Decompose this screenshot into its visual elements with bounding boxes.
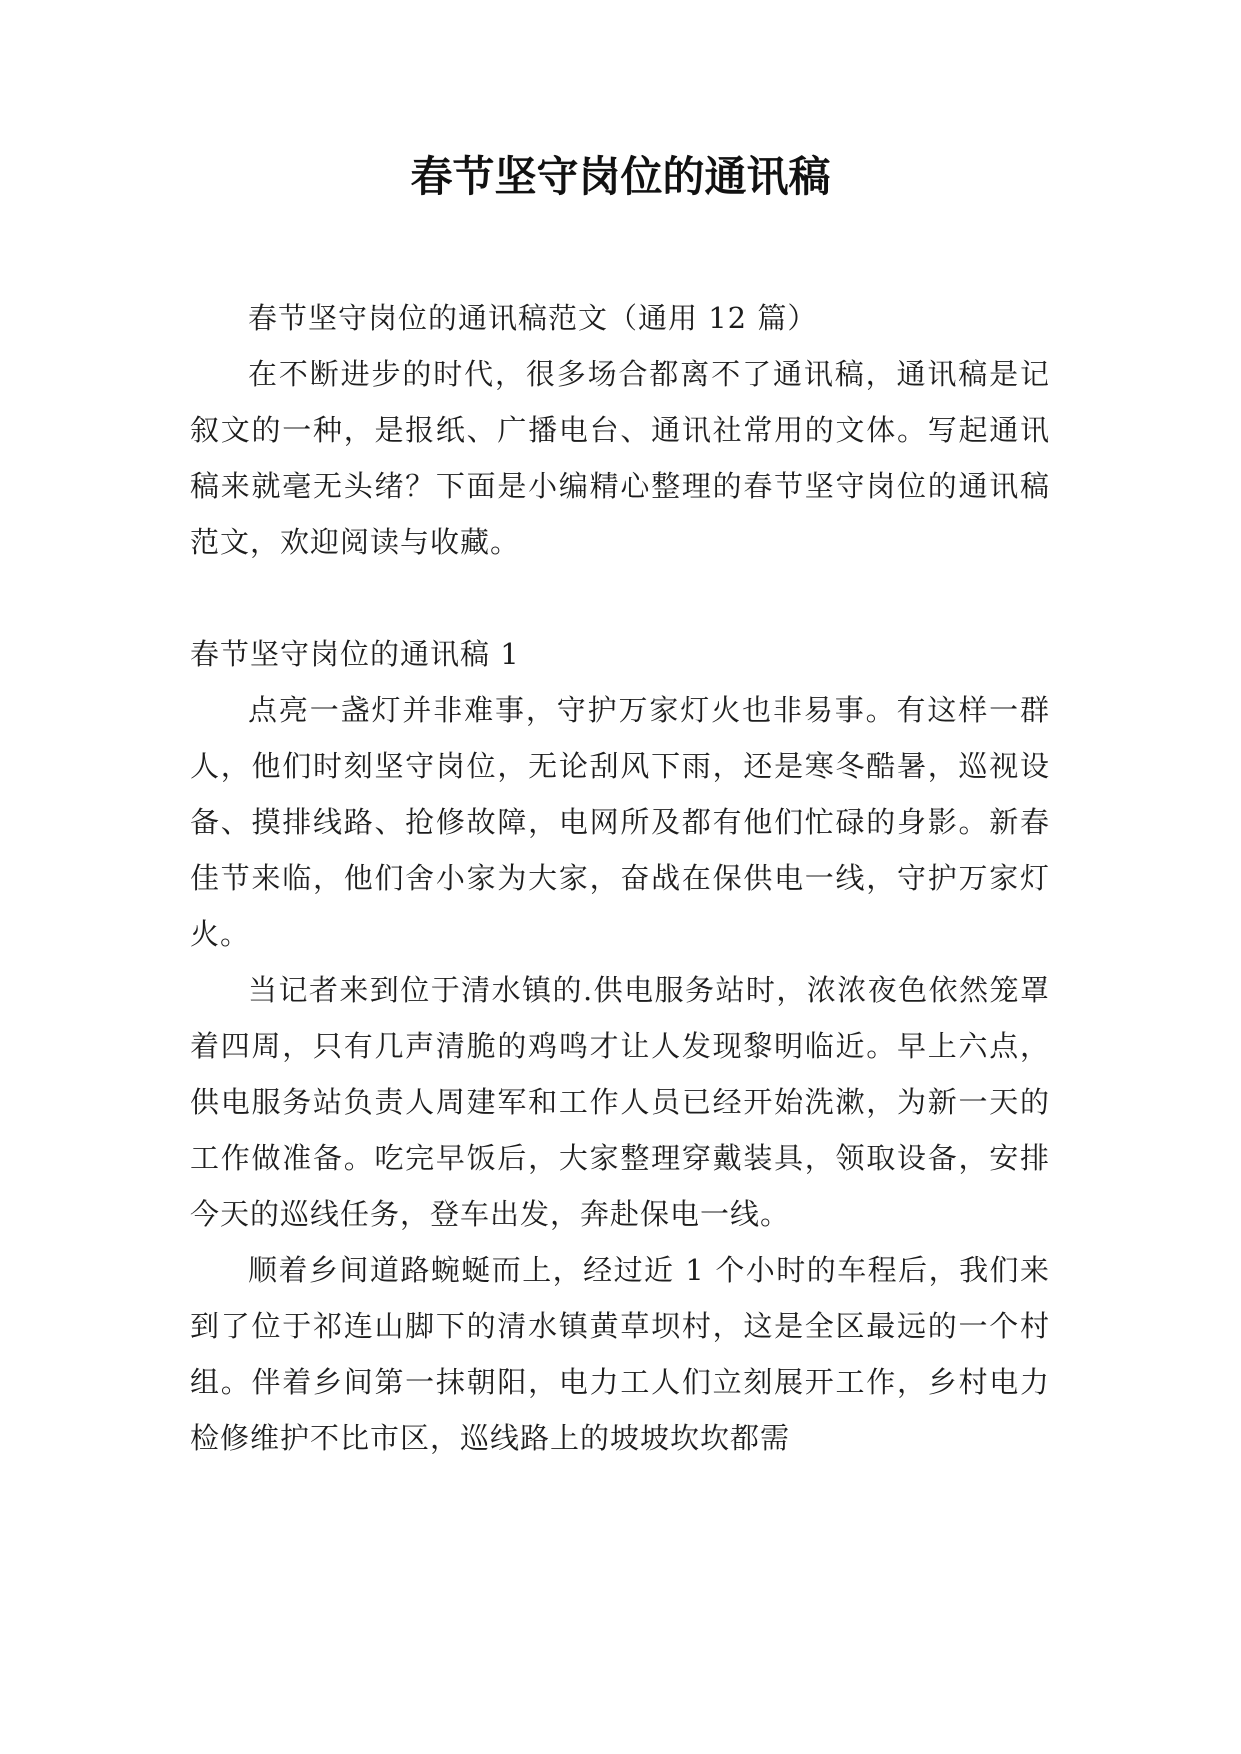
document-title: 春节坚守岗位的通讯稿: [410, 152, 831, 201]
document-subtitle: 春节坚守岗位的通讯稿范文（通用 12 篇）: [248, 301, 818, 335]
section-heading: 春节坚守岗位的通讯稿 1: [190, 637, 520, 671]
body-paragraph: 当记者来到位于清水镇的.供电服务站时，浓浓夜色依然笼罩着四周，只有几声清脆的鸡鸣才让人发现黎明临近。早上六点，供电服务站负责人周建军和工作人员已经开始洗漱，为新一天的工作做准备。吃完早饭后，大家整理穿戴装具，领取设备，安排今天的巡线任务，登车出发，奔赴保电一线。: [190, 973, 1050, 1231]
body-paragraph: 顺着乡间道路蜿蜒而上，经过近 1 个小时的车程后，我们来到了位于祁连山脚下的清水镇黄草坝村，这是全区最远的一个村组。伴着乡间第一抹朝阳，电力工人们立刻展开工作，乡村电力检修维护不比市区，巡线路上的坡坡坎坎都需: [190, 1253, 1050, 1455]
intro-paragraph: 在不断进步的时代，很多场合都离不了通讯稿，通讯稿是记叙文的一种，是报纸、广播电台、通讯社常用的文体。写起通讯稿来就毫无头绪？下面是小编精心整理的春节坚守岗位的通讯稿范文，欢迎阅读与收藏。: [190, 357, 1050, 559]
document-body: [190, 290, 1050, 1466]
body-paragraph: 点亮一盏灯并非难事，守护万家灯火也非易事。有这样一群人，他们时刻坚守岗位，无论刮风下雨，还是寒冬酷暑，巡视设备、摸排线路、抢修故障，电网所及都有他们忙碌的身影。新春佳节来临，他们舍小家为大家，奋战在保供电一线，守护万家灯火。: [190, 693, 1050, 951]
